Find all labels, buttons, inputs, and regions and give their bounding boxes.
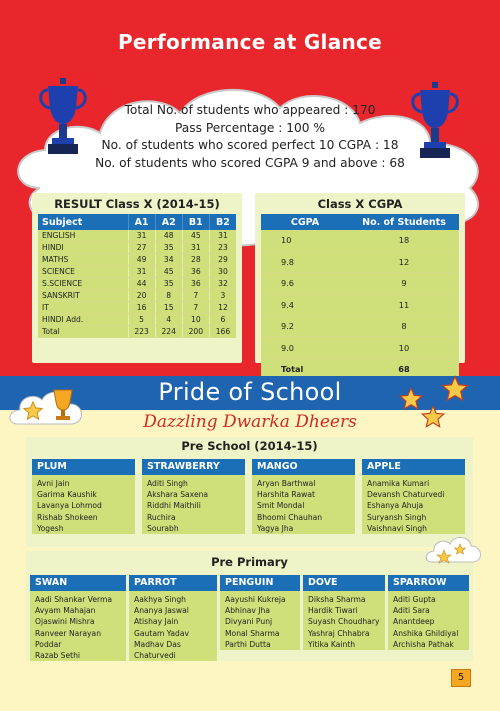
table-row	[38, 242, 236, 254]
table-header	[261, 214, 459, 230]
col-header: Subject	[38, 214, 128, 230]
cell: 10	[261, 230, 349, 251]
star-icon	[440, 374, 470, 404]
student-list	[30, 591, 126, 661]
cell: 16	[128, 301, 155, 313]
cell: MATHS	[38, 254, 128, 266]
cell: 35	[155, 278, 182, 290]
stat-perfect: No. of students who scored perfect 10 CGPA : 18	[101, 138, 399, 152]
cell: 32	[209, 278, 236, 290]
cell: 11	[349, 294, 459, 315]
list-item: Aryan Barthwal	[257, 479, 316, 488]
cell: 27	[128, 242, 155, 254]
cgpa-table	[261, 214, 459, 380]
cell: 12	[349, 251, 459, 272]
group-parrot	[129, 575, 217, 661]
cell: HINDI	[38, 242, 128, 254]
table-row	[261, 230, 459, 251]
cell: 18	[349, 230, 459, 251]
cell: 30	[209, 266, 236, 278]
list-item: Parthi Dutta	[225, 639, 271, 649]
table-row	[38, 301, 236, 313]
cell: 8	[349, 316, 459, 337]
list-item: Lavanya Lohmod	[37, 501, 102, 511]
cell: 200	[182, 325, 209, 337]
cell: 48	[155, 230, 182, 242]
cell: 9.2	[261, 316, 349, 337]
list-item: Yagya Jha	[257, 523, 294, 533]
cell: 35	[155, 242, 182, 254]
cell: 166	[209, 325, 236, 337]
table-row	[38, 254, 236, 266]
student-list	[32, 475, 135, 534]
list-item: Abhinav Jha	[225, 606, 271, 616]
list-item: Avyam Mahajan	[35, 606, 96, 616]
cell: 8	[155, 289, 182, 301]
cell: 12	[209, 301, 236, 313]
page-number: 5	[451, 669, 471, 687]
cell: 7	[182, 301, 209, 313]
group-name: PARROT	[129, 575, 217, 591]
table-row	[261, 294, 459, 315]
list-item: Hardik Tiwari	[308, 606, 358, 616]
cell: 34	[155, 254, 182, 266]
list-item: Anamika Kumari	[367, 479, 430, 488]
list-item: Divyani Punj	[225, 617, 273, 627]
pride-title: Pride of School	[158, 378, 342, 406]
cell: 45	[182, 230, 209, 242]
cell: 15	[155, 301, 182, 313]
list-item: Yashraj Chhabra	[308, 628, 370, 638]
result-title: RESULT Class X (2014-15)	[54, 197, 220, 211]
cell: 3	[209, 289, 236, 301]
list-item: Ruchira	[147, 512, 176, 522]
list-item: Yitika Kainth	[308, 639, 356, 649]
stat-appeared: Total No. of students who appeared : 170	[124, 103, 376, 117]
group-penguin	[220, 575, 300, 650]
student-list	[220, 591, 300, 650]
stat-pass: Pass Percentage : 100 %	[175, 120, 325, 135]
pride-subtitle: Dazzling Dwarka Dheers	[143, 412, 357, 432]
table-row	[38, 325, 236, 337]
list-item: Aditi Gupta	[393, 595, 436, 604]
student-list	[303, 591, 385, 650]
cell: 36	[182, 266, 209, 278]
stat-nine-plus: No. of students who scored CGPA 9 and above : 68	[95, 155, 405, 170]
cell: 49	[128, 254, 155, 266]
cell: ENGLISH	[38, 230, 128, 242]
cgpa-panel	[255, 193, 465, 375]
group-name: PENGUIN	[220, 575, 300, 591]
list-item: Razab Sethi	[35, 651, 81, 661]
col-header: B2	[209, 214, 236, 230]
list-item: Atishay Jain	[134, 617, 179, 627]
group-name: DOVE	[303, 575, 385, 591]
group-name: STRAWBERRY	[142, 459, 245, 475]
group-sparrow	[388, 575, 469, 650]
list-item: Ojaswini Mishra	[35, 617, 95, 627]
group-name: SPARROW	[388, 575, 469, 591]
group-apple	[362, 459, 465, 534]
cell: IT	[38, 301, 128, 313]
preschool-section	[26, 437, 473, 547]
student-list	[362, 475, 465, 534]
list-item: Avni Jain	[37, 479, 70, 488]
cell: 7	[182, 289, 209, 301]
cell: 68	[349, 358, 459, 379]
list-item: Suyash Choudhary	[308, 617, 380, 627]
cell: 9.0	[261, 337, 349, 358]
list-item: Anantdeep	[393, 617, 435, 627]
list-item: Rishab Shokeen	[37, 512, 98, 522]
list-item: Ananya Jaswal	[134, 606, 189, 616]
table-row	[38, 278, 236, 290]
cell: 45	[155, 266, 182, 278]
cell: 9.6	[261, 273, 349, 294]
group-plum	[32, 459, 135, 534]
table-row	[38, 289, 236, 301]
stats-block	[60, 102, 440, 172]
cell: 44	[128, 278, 155, 290]
table-row	[261, 251, 459, 272]
list-item: Aayushi Kukreja	[225, 595, 286, 604]
cell: SANSKRIT	[38, 289, 128, 301]
cell: 5	[128, 313, 155, 325]
cell: 6	[209, 313, 236, 325]
list-item: Harshita Rawat	[257, 490, 316, 500]
list-item: Smit Mondal	[257, 501, 305, 511]
table-row	[38, 230, 236, 242]
list-item: Monal Sharma	[225, 628, 280, 638]
list-item: Eshanya Ahuja	[367, 501, 424, 511]
list-item: Riddhi Maithili	[147, 501, 201, 511]
list-item: Anshika Ghildiyal	[393, 628, 459, 638]
table-row	[38, 313, 236, 325]
preschool-title: Pre School (2014-15)	[181, 439, 318, 453]
list-item: Gautam Yadav	[134, 628, 190, 638]
cell: 28	[182, 254, 209, 266]
cell: 20	[128, 289, 155, 301]
cell: 31	[182, 242, 209, 254]
cell: SCIENCE	[38, 266, 128, 278]
table-row	[261, 316, 459, 337]
preprimary-section	[26, 551, 473, 661]
student-list	[142, 475, 245, 534]
student-list	[388, 591, 469, 650]
cell: 9.8	[261, 251, 349, 272]
list-item: Vaishnavi Singh	[367, 523, 427, 533]
result-panel	[32, 193, 242, 363]
list-item: Archisha Pathak	[393, 639, 454, 649]
group-name: SWAN	[30, 575, 126, 591]
cell: 23	[209, 242, 236, 254]
cell: 4	[155, 313, 182, 325]
cell: 31	[128, 230, 155, 242]
cloud-icon	[424, 530, 484, 570]
list-item: Madhav Das Chaturvedi	[134, 639, 181, 661]
cell: 10	[182, 313, 209, 325]
col-header: CGPA	[261, 214, 349, 230]
group-swan	[30, 575, 126, 661]
list-item: Ranveer Narayan Poddar	[35, 628, 102, 649]
col-header: A1	[128, 214, 155, 230]
group-name: MANGO	[252, 459, 355, 475]
cell: S.SCIENCE	[38, 278, 128, 290]
result-table	[38, 214, 236, 338]
cell: 29	[209, 254, 236, 266]
student-list	[252, 475, 355, 534]
page-title: Performance at Glance	[117, 30, 383, 54]
group-name: APPLE	[362, 459, 465, 475]
table-row	[261, 337, 459, 358]
list-item: Aakhya Singh	[134, 595, 186, 604]
table-header	[38, 214, 236, 230]
cell: HINDI Add.	[38, 313, 128, 325]
col-header: No. of Students	[349, 214, 459, 230]
list-item: Yogesh	[37, 523, 64, 533]
group-name: PLUM	[32, 459, 135, 475]
group-strawberry	[142, 459, 245, 534]
cell: 224	[155, 325, 182, 337]
col-header: A2	[155, 214, 182, 230]
table-row	[261, 273, 459, 294]
group-dove	[303, 575, 385, 650]
cell: 36	[182, 278, 209, 290]
cell: 9	[349, 273, 459, 294]
list-item: Garima Kaushik	[37, 490, 97, 500]
cell: 10	[349, 337, 459, 358]
cell: 31	[128, 266, 155, 278]
list-item: Suryansh Singh	[367, 512, 427, 522]
list-item: Bhoomi Chauhan	[257, 512, 323, 522]
group-mango	[252, 459, 355, 534]
list-item: Aditi Singh	[147, 479, 188, 488]
student-list	[129, 591, 217, 661]
list-item: Devansh Chaturvedi	[367, 490, 445, 500]
list-item: Diksha Sharma	[308, 595, 366, 604]
cell: 223	[128, 325, 155, 337]
cgpa-title: Class X CGPA	[317, 197, 403, 211]
list-item: Sourabh	[147, 523, 179, 533]
cell: 31	[209, 230, 236, 242]
cell: Total	[261, 358, 349, 379]
list-item: Aditi Sara	[393, 606, 430, 616]
list-item: Aadi Shankar Verma	[35, 595, 113, 604]
col-header: B1	[182, 214, 209, 230]
cell: Total	[38, 325, 128, 337]
list-item: Akshara Saxena	[147, 490, 209, 500]
cell: 9.4	[261, 294, 349, 315]
table-row	[38, 266, 236, 278]
preprimary-title: Pre Primary	[211, 555, 288, 569]
